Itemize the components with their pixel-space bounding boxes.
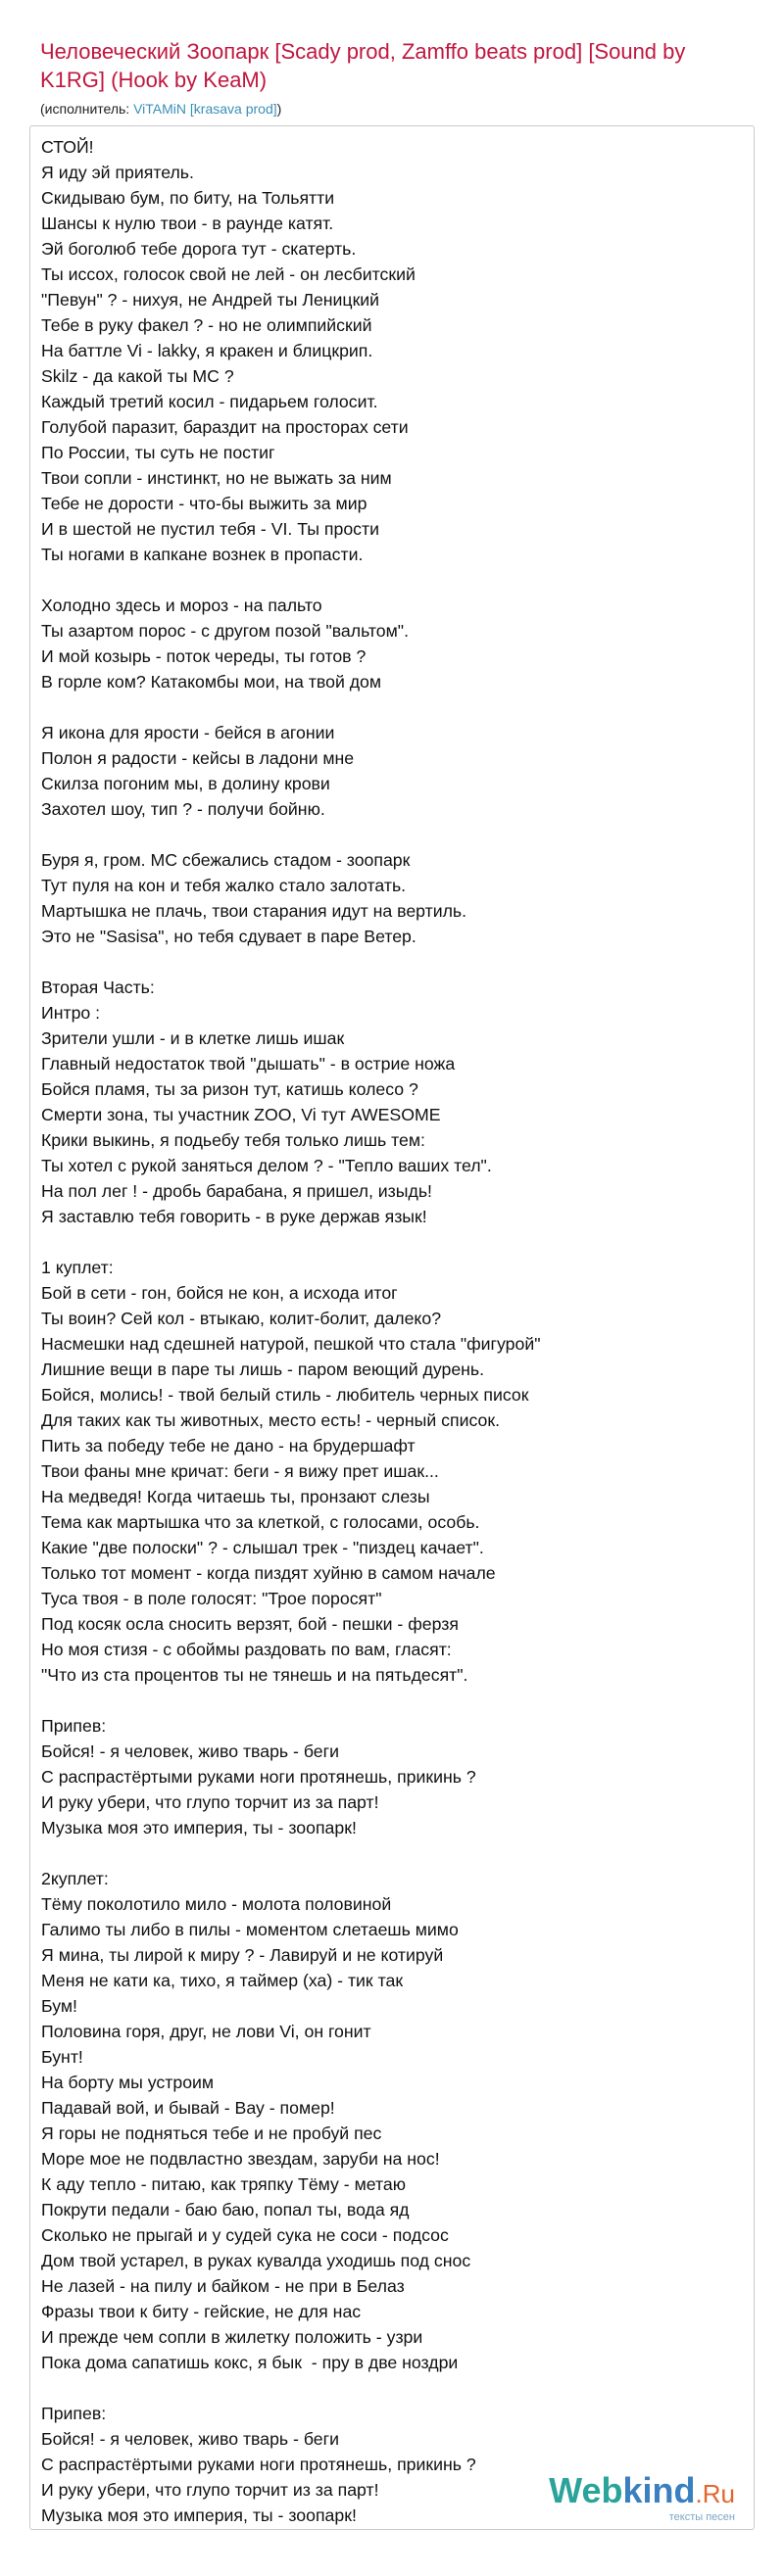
performer-suffix: ) (276, 101, 282, 117)
artist-link[interactable]: ViTAMiN (133, 101, 187, 117)
label-link[interactable]: [krasava prod] (189, 101, 277, 117)
performer-line (40, 100, 746, 118)
logo-kind: kind (622, 2470, 696, 2510)
logo-ru: .Ru (695, 2479, 735, 2508)
logo-tagline: тексты песен (668, 2511, 735, 2523)
page-header (40, 37, 746, 118)
lyrics-text: СТОЙ! Я иду эй приятель. Скидываю бум, по биту, на Тольятти Шансы к нулю твои - в раунде катят. Эй боголюб тебе дорога тут - скатерть. Ты иссох, голосок свой не лей - он лесбитский "Певун" ? - нихуя, не Андрей ты Леницкий Тебе в руку факел ? - но не олимпийский На баттле Vi - lakky, я кракен и блицкрип. Skilz - да какой ты MC ? Каждый третий косил - пидарьем голосит. Голубой паразит, бараздит на просторах сети По России, ты суть не постиг Твои сопли - инстинкт, но не выжать за ним Тебе не дорости - что-бы выжить за мир И в шестой не пустил тебя - VI. Ты прости Ты ногами в капкане вознек в пропасти. Холодно здесь и мороз - на пальто Ты азартом порос - с другом позой "вальтом". И мой козырь - поток череды, ты готов ? В горле ком? Катакомбы мои, на твой дом Я икона для ярости - бейся в агонии Полон я радости - кейсы в ладони мне Скилза погоним мы, в долину крови Захотел шоу, тип ? - получи бойню. Буря я, гром. МС сбежались стадом - зоопарк Тут пуля на кон и тебя жалко стало залотать. Мартышка не плачь, твои старания идут на вертиль. Это не "Sasisa", но тебя сдувает в паре Ветер. Вторая Часть: Интро : Зрители ушли - и в клетке лишь ишак Главный недостаток твой "дышать" - в острие ножа Бойся пламя, ты за ризон тут, катишь колесо ? Смерти зона, ты участник ZOO, Vi тут AWESOME Крики выкинь, я подьебу тебя только лишь тем: Ты хотел с рукой заняться делом ? - "Тепло ваших тел". На пол лег ! - дробь барабана, я пришел, изыдь! Я заставлю тебя говорить - в руке держав язык! 1 куплет: Бой в сети - гон, бойся не кон, а исхода итог Ты воин? Сей кол - втыкаю, колит-болит, далеко? Насмешки над сдешней натурой, пешкой что стала "фигурой" Лишние вещи в паре ты лишь - паром веющий дурень. Бойся, молись! - твой белый стиль - любитель черных писок Для таких как ты животных, место есть! - черный список. Пить за победу тебе не дано - на брудершафт Твои фаны мне кричат: беги - я вижу прет ишак... На медведя! Когда читаешь ты, пронзают слезы Тема как мартышка что за клеткой, с голосами, особь. Какие "две полоски" ? - слышал трек - "пиздец качает". Только тот момент - когда пиздят хуйню в самом начале Туса твоя - в поле голосят: "Трое поросят" Под косяк осла сносить верзят, бой - пешки - ферзя Но моя стизя - с обоймы раздовать по вам, гласят: "Что из ста процентов ты не тянешь и на пятьдесят". Припев: Бойся! - я человек, живо тварь - беги С распрастёртыми руками ноги протянешь, прикинь ? И руку убери, что глупо торчит из за парт! Музыка моя это империя, ты - зоопарк! 2куплет: Тёму поколотило мило - молота половиной Галимо ты либо в пилы - моментом слетаешь мимо Я мина, ты лирой к миру ? - Лавируй и не котируй Меня не кати ка, тихо, я таймер (ха) - тик так Бум! Половина горя, друг, не лови Vi, он гонит Бунт! На борту мы устроим Падавай вой, и бывай - Вау - помер! Я горы не подняться тебе и не пробуй пес Море мое не подвластно звездам, заруби на нос! К аду тепло - питаю, как тряпку Тёму - метаю Покрути педали - баю баю, попал ты, вода яд Сколько не прыгай и у судей сука не соси - подсос Дом твой устарел, в руках кувалда уходишь под снос Не лазей - на пилу и байком - не при в Белаз Фразы твои к биту - гейские, не для нас И прежде чем сопли в жилетку положить - узри Пока дома сапатишь кокс, я бык - пру в две ноздри Припев: Бойся! - я человек, живо тварь - беги С распрастёртыми руками ноги протянешь, прикинь ? И руку убери, что глупо торчит из за парт! Музыка моя это империя, ты - зоопарк! (41, 137, 541, 2525)
logo-wordmark (549, 2470, 735, 2511)
lyrics-box (29, 125, 755, 2530)
song-title: Человеческий Зоопарк [Scady prod, Zamffo beats prod] [Sound by K1RG] (Hook by KeaM) (40, 39, 686, 92)
webkind-logo[interactable] (549, 2470, 735, 2523)
performer-prefix: (исполнитель: (40, 101, 134, 117)
logo-web: Web (549, 2470, 623, 2510)
